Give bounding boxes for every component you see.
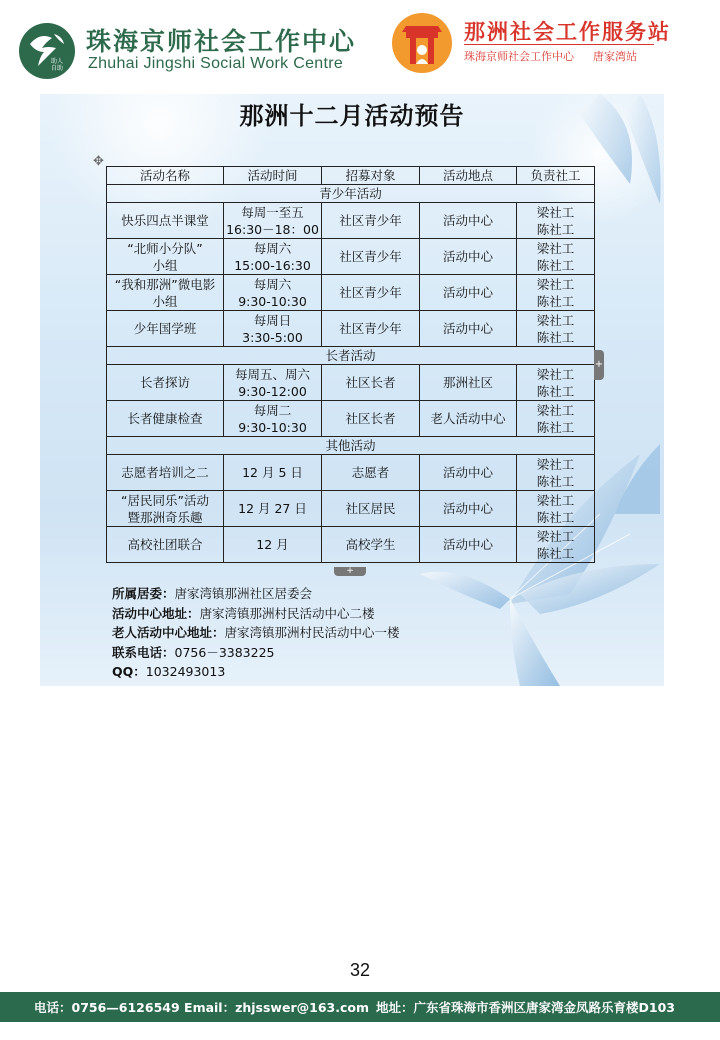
activity-name-cell: “居民同乐”活动 暨那洲奇乐趣 [107,491,224,527]
info-line [112,643,400,663]
activity-name-cell: 少年国学班 [107,311,224,347]
info-value: 唐家湾镇那洲村民活动中心一楼 [224,625,400,640]
table-row [107,365,595,401]
info-value: 唐家湾镇那洲社区居委会 [174,586,313,601]
table-row [107,311,595,347]
target-group-cell: 社区长者 [322,401,420,437]
info-value: 1032493013 [145,664,226,679]
section-title: 长者活动 [107,347,595,365]
info-value: 唐家湾镇那洲村民活动中心二楼 [199,605,375,621]
social-worker-cell: 梁社工 陈社工 [517,401,595,437]
logo-motto: 助人自助 [51,58,64,72]
info-line [112,623,400,643]
info-label: QQ： [112,664,146,679]
target-group-cell: 社区青少年 [322,275,420,311]
info-line [112,604,400,624]
org1-name-cn: 珠海京师社会工作中心 [86,27,357,56]
activity-location-cell: 活动中心 [420,455,517,491]
social-worker-cell: 梁社工 陈社工 [517,527,595,563]
section-row [107,437,595,455]
activity-name-cell: “北师小分队” 小组 [107,239,224,275]
nazhou-station-logo-icon [390,12,454,74]
activity-time-cell: 每周六 15:00-16:30 [224,239,322,275]
table-move-handle-icon[interactable]: ✥ [93,154,104,169]
contact-info [112,584,400,682]
social-worker-cell: 梁社工 陈社工 [517,239,595,275]
column-header-activity-name: 活动名称 [107,167,224,185]
social-worker-cell: 梁社工 陈社工 [517,275,595,311]
jingshi-logo-icon [18,22,76,80]
table-row [107,527,595,563]
table-row [107,455,595,491]
section-row [107,185,595,203]
activity-location-cell: 那洲社区 [420,365,517,401]
target-group-cell: 志愿者 [322,455,420,491]
target-group-cell: 高校学生 [322,527,420,563]
activity-time-cell: 12 月 5 日 [224,455,322,491]
schedule-table-wrapper [106,166,594,563]
footer-bar [0,992,720,1022]
section-row [107,347,595,365]
info-label: 联系电话： [112,644,175,660]
column-header-target-group: 招募对象 [322,167,420,185]
target-group-cell: 社区青少年 [322,203,420,239]
table-row [107,401,595,437]
activity-name-cell: 快乐四点半课堂 [107,203,224,239]
target-group-cell: 社区青少年 [322,239,420,275]
activity-time-cell: 12 月 27 日 [224,491,322,527]
target-group-cell: 社区青少年 [322,311,420,347]
target-group-cell: 社区居民 [322,491,420,527]
info-label: 活动中心地址： [112,605,200,621]
table-row [107,275,595,311]
column-header-activity-location: 活动地点 [420,167,517,185]
activity-location-cell: 活动中心 [420,491,517,527]
social-worker-cell: 梁社工 陈社工 [517,203,595,239]
activity-location-cell: 活动中心 [420,527,517,563]
activity-location-cell: 活动中心 [420,203,517,239]
activity-name-cell: 志愿者培训之二 [107,455,224,491]
column-header-activity-time: 活动时间 [224,167,322,185]
org2-name-cn: 那洲社会工作服务站 [464,19,671,44]
org2-sub-left: 珠海京师社会工作中心 [464,50,574,63]
activity-name-cell: 长者探访 [107,365,224,401]
org2-subtitle [464,48,637,64]
activity-time-cell: 每周一至五 16:30－18：00 [224,203,322,239]
section-title: 其他活动 [107,437,595,455]
section-title: 青少年活动 [107,185,595,203]
info-line [112,584,400,604]
activity-location-cell: 老人活动中心 [420,401,517,437]
activity-name-cell: 长者健康检查 [107,401,224,437]
activity-time-cell: 每周日 3:30-5:00 [224,311,322,347]
social-worker-cell: 梁社工 陈社工 [517,311,595,347]
activity-name-cell: 高校社团联合 [107,527,224,563]
target-group-cell: 社区长者 [322,365,420,401]
activity-location-cell: 活动中心 [420,239,517,275]
org2-divider [464,44,654,45]
schedule-table [106,166,595,563]
activity-time-cell: 12 月 [224,527,322,563]
activity-time-cell: 每周五、周六 9:30-12:00 [224,365,322,401]
info-label: 所属居委： [112,586,175,601]
activity-time-cell: 每周二 9:30-10:30 [224,401,322,437]
activity-location-cell: 活动中心 [420,311,517,347]
info-value: 0756－3383225 [174,644,275,660]
table-row [107,491,595,527]
poster-title: 那洲十二月活动预告 [239,102,465,130]
footer-address: 地址：广东省珠海市香洲区唐家湾金凤路乐育楼D103 [376,1000,675,1015]
activity-location-cell: 活动中心 [420,275,517,311]
table-expand-bottom-icon[interactable]: + [334,567,366,576]
org1-name-en: Zhuhai Jingshi Social Work Centre [88,55,344,72]
info-label: 老人活动中心地址： [112,625,225,640]
activity-name-cell: “我和那洲”微电影 小组 [107,275,224,311]
org2-sub-right: 唐家湾站 [593,50,637,63]
activity-poster [40,94,664,686]
footer-contact: 电话：0756—6126549 Email：zhjsswer@163.com [34,1000,369,1015]
info-line [112,662,400,682]
table-header-row [107,167,595,185]
page-number: 32 [349,960,371,980]
table-row [107,239,595,275]
social-worker-cell: 梁社工 陈社工 [517,365,595,401]
column-header-social-worker: 负责社工 [517,167,595,185]
table-expand-right-icon[interactable]: + [594,350,604,380]
social-worker-cell: 梁社工 陈社工 [517,455,595,491]
social-worker-cell: 梁社工 陈社工 [517,491,595,527]
activity-time-cell: 每周六 9:30-10:30 [224,275,322,311]
table-row [107,203,595,239]
